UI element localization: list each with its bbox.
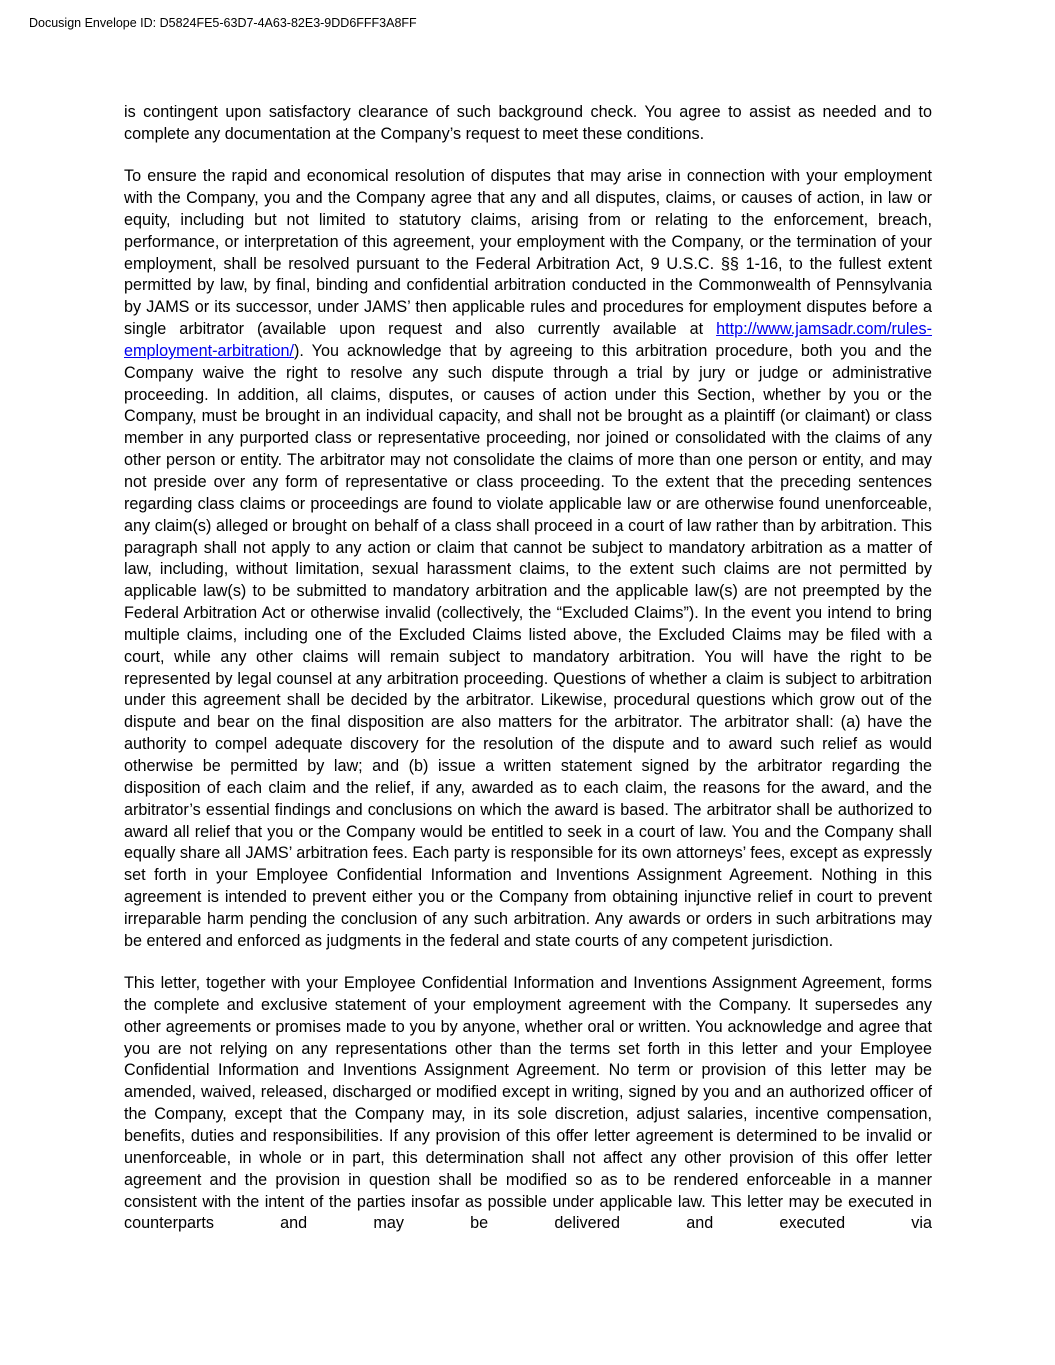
paragraph-entire-agreement: This letter, together with your Employee Confidential Information and Inventions Assignment Agreement, forms the complete and exclusive statement of your employment agreement with the Company. It supersedes any other agreements or promises made to you by anyone, whether oral or written. You acknowledge and agree that you are not relying on any representations other than the terms set forth in this letter and your Employee Confidential Information and Inventions Assignment Agreement. No term or provision of this letter may be amended, waived, released, discharged or modified except in writing, signed by you and an authorized officer of the Company, except that the Company may, in its sole discretion, adjust salaries, incentive compensation, benefits, duties and responsibilities. If any provision of this offer letter agreement is determined to be invalid or unenforceable, in whole or in part, this determination shall not affect any other provision of this offer letter agreement and the provision in question shall be modified so as to be rendered enforceable in a manner consistent with the intent of the parties insofar as possible under applicable law. This letter may be executed in counterparts and may be delivered and executed via <box>124 974 932 1233</box>
letter-body <box>124 102 932 1256</box>
arbitration-text-start: To ensure the rapid and economical resolution of disputes that may arise in connection with your employment with the Company, you and the Company agree that any and all disputes, claims, or causes of action, in law or equity, including but not limited to statutory claims, arising from or relating to the enforcement, breach, performance, or interpretation of this agreement, your employment with the Company, or the termination of your employment, shall be resolved pursuant to the Federal Arbitration Act, 9 U.S.C. §§ 1-16, to the fullest extent permitted by law, by final, binding and confidential arbitration conducted in the Commonwealth of Pennsylvania by JAMS or its successor, under JAMS’ then applicable rules and procedures for employment disputes before a single arbitrator (available upon request and also currently available at <box>124 167 932 339</box>
arbitration-text-end: ). You acknowledge that by agreeing to this arbitration procedure, both you and the Company waive the right to resolve any such dispute through a trial by jury or judge or administrative proceeding. In addition, all claims, disputes, or causes of action under this Section, whether by you or the Company, must be brought in an individual capacity, and shall not be brought as a plaintiff (or claimant) or class member in any purported class or representative proceeding, nor joined or consolidated with the claims of any other person or entity. The arbitrator may not consolidate the claims of more than one person or entity, and may not preside over any form of representative or class proceeding. To the extent that the preceding sentences regarding class claims or proceedings are found to violate applicable law or are otherwise found unenforceable, any claim(s) alleged or brought on behalf of a class shall proceed in a court of law rather than by arbitration. This paragraph shall not apply to any action or claim that cannot be subject to mandatory arbitration as a matter of law, including, without limitation, sexual harassment claims, to the extent such claims are not permitted by applicable law(s) to be submitted to mandatory arbitration and the applicable law(s) are not preempted by the Federal Arbitration Act or otherwise invalid (collectively, the “Excluded Claims”). In the event you intend to bring multiple claims, including one of the Excluded Claims listed above, the Excluded Claims may be filed with a court, while any other claims will remain subject to mandatory arbitration. You will have the right to be represented by legal counsel at any arbitration proceeding. Questions of whether a claim is subject to arbitration under this agreement shall be decided by the arbitrator. Likewise, procedural questions which grow out of the dispute and bear on the final disposition are also matters for the arbitrator. The arbitrator shall: (a) have the authority to compel adequate discovery for the resolution of the dispute and to award such relief as would otherwise be permitted by law; and (b) issue a written statement signed by the arbitrator regarding the disposition of each claim and the relief, if any, awarded as to each claim, the reasons for the award, and the arbitrator’s essential findings and conclusions on which the award is based. The arbitrator shall be authorized to award all relief that you or the Company would be entitled to seek in a court of law. You and the Company shall equally share all JAMS’ arbitration fees. Each party is responsible for its own attorneys’ fees, except as expressly set forth in your Employee Confidential Information and Inventions Assignment Agreement. Nothing in this agreement is intended to prevent either you or the Company from obtaining injunctive relief in court to prevent irreparable harm pending the conclusion of any such arbitration. Any awards or orders in such arbitrations may be entered and enforced as judgments in the federal and state courts of any competent jurisdiction. <box>124 341 932 950</box>
paragraph-background-check: is contingent upon satisfactory clearance of such background check. You agree to assist as needed and to complete any documentation at the Company’s request to meet these conditions. <box>124 103 932 143</box>
jams-rules-link[interactable]: http://www.jamsadr.com/rules-employment-arbitration/ <box>124 320 932 360</box>
docusign-envelope-id: Docusign Envelope ID: D5824FE5-63D7-4A63-82E3-9DD6FFF3A8FF <box>29 16 417 30</box>
paragraph-arbitration <box>124 166 932 952</box>
